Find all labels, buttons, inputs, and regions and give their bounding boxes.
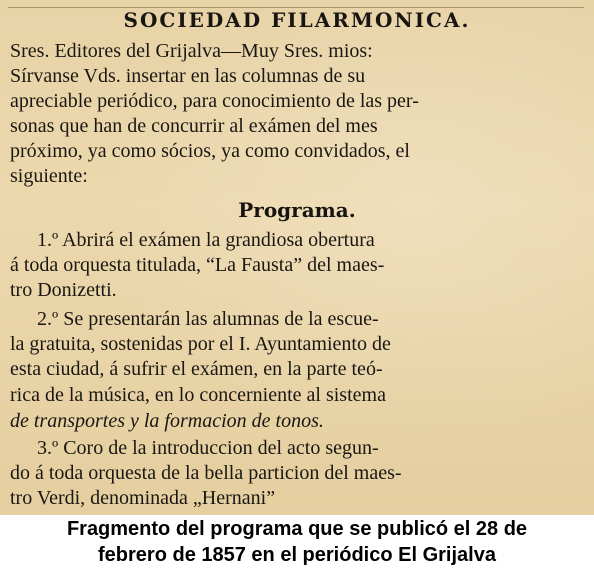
paragraph-line: siguiente:: [10, 165, 88, 187]
program-item-3-line: tro Verdi, denominada „Hernani”: [10, 487, 276, 509]
program-item-1-line: tro Donizetti.: [10, 279, 117, 301]
program-item-3-line: 3.º Coro de la introduccion del acto segun-: [37, 437, 379, 459]
article-title: SOCIEDAD FILARMONICA.: [123, 8, 471, 32]
paragraph-line: Sres. Editores del Grijalva—Muy Sres. mios:: [10, 40, 373, 62]
program-item-2-line: 2.º Se presentarán las alumnas de la escue-: [37, 308, 379, 330]
paragraph-line: Sírvanse Vds. insertar en las columnas de su: [10, 65, 366, 87]
caption-line-2: febrero de 1857 en el periódico El Grijalva: [98, 544, 496, 566]
program-item-1-line: á toda orquesta titulada, “La Fausta” del maes-: [10, 254, 385, 276]
program-item-1-line: 1.º Abrirá el exámen la grandiosa obertura: [37, 229, 375, 251]
program-item-3-line: do á toda orquesta de la bella particion del maes-: [10, 462, 402, 484]
paragraph-line: próximo, ya como sócios, ya como convidados, el: [10, 140, 410, 162]
paragraph-line: apreciable periódico, para conocimiento de las per-: [10, 90, 419, 112]
program-item-2-line: de transportes y la formacion de tonos.: [10, 410, 324, 432]
program-heading: Programa.: [238, 198, 356, 222]
caption-line-1: Fragmento del programa que se publicó el 28 de: [66, 518, 528, 540]
program-item-2-line: la gratuita, sostenidas por el I. Ayuntamiento de: [10, 333, 391, 355]
image-caption: [0, 515, 594, 575]
program-item-2-line: rica de la música, en lo concerniente al sistema: [10, 384, 386, 406]
paragraph-line: sonas que han de concurrir al exámen del mes: [10, 115, 378, 137]
program-item-2-line: esta ciudad, á sufrir el exámen, en la parte teó-: [10, 358, 383, 380]
